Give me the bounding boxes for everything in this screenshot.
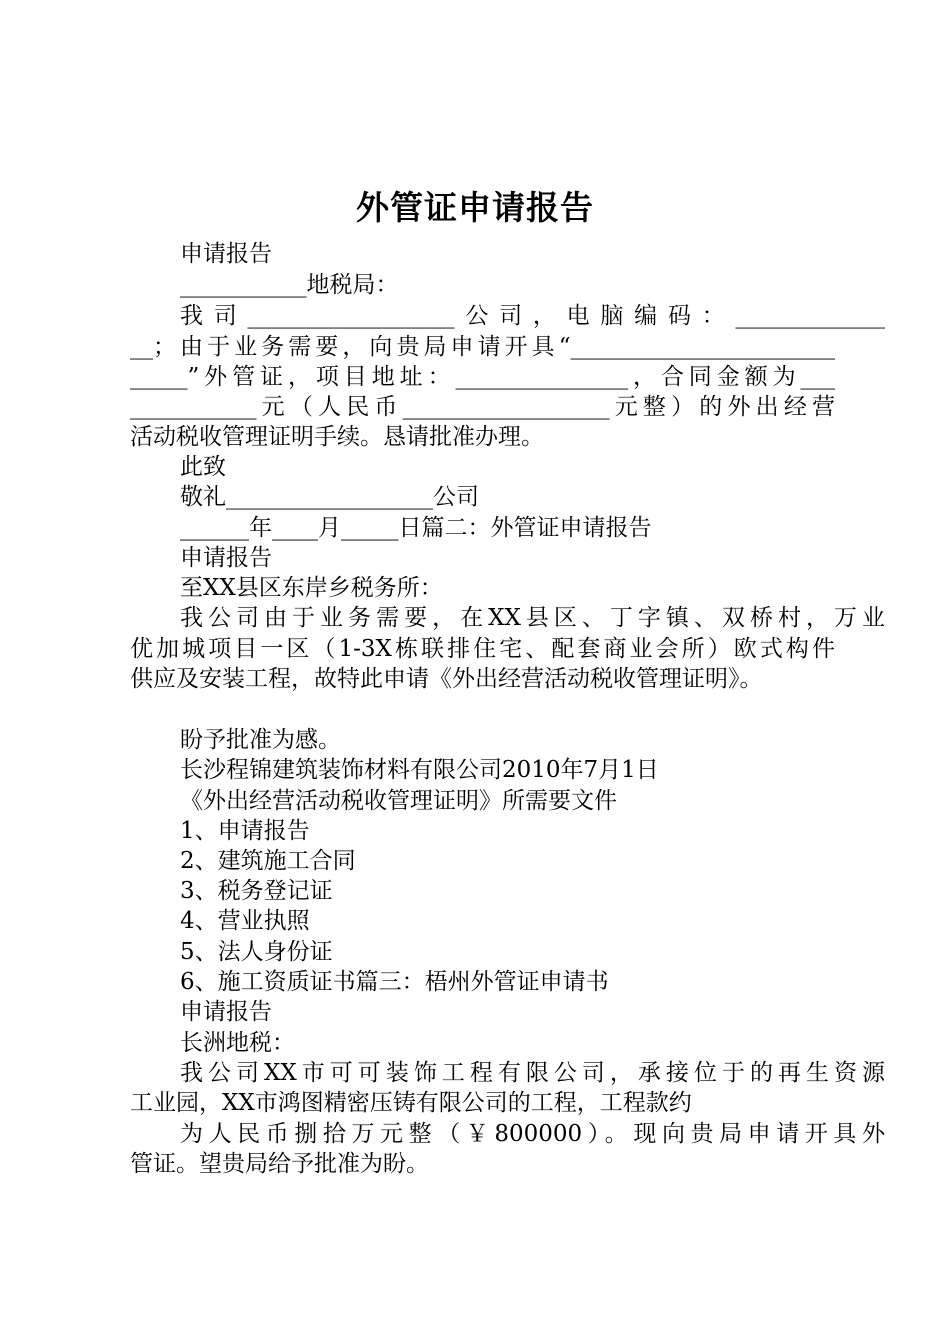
text-line: 敬礼__________________公司 [180,484,479,510]
text-line: 长洲地税： [180,1030,295,1056]
text-line: 供应及安装工程，故特此申请《外出经营活动税收管理证明》。 [130,666,763,692]
text-line: 为人民币捌拾万元整（￥800000）。现向贵局申请开具外 [180,1121,885,1147]
text-line: 《外出经营活动税收管理证明》所需要文件 [180,788,617,814]
text-line: __；由于业务需要，向贵局申请开具“_______________________ [130,334,835,360]
text-line: ______年____月_____日篇二：外管证申请报告 [180,515,652,541]
list-item: 1、申请报告 [180,818,310,844]
text-line: 我公司XX市可可装饰工程有限公司，承接位于的再生资源 [180,1060,885,1086]
text-line: 工业园，XX市鸿图精密压铸有限公司的工程，工程款约 [130,1090,692,1116]
text-line: 申请报告 [180,545,272,571]
text-line: 活动税收管理证明手续。恳请批准办理。 [130,424,544,450]
text-line: ___________元（人民币__________________元整）的外出经营 [130,394,835,420]
text-line: 长沙程锦建筑装饰材料有限公司2010年7月1日 [180,757,659,783]
text-line: 我公司由于业务需要，在XX县区、丁字镇、双桥村，万业 [180,605,885,631]
list-item: 4、营业执照 [180,908,310,934]
list-item: 6、施工资质证书篇三：梧州外管证申请书 [180,969,609,995]
text-line: _____”外管证，项目地址：_______________，合同金额为___ [130,364,835,390]
text-line: 申请报告 [180,241,272,267]
text-line: 申请报告 [180,999,272,1025]
text-line: ___________地税局： [180,272,399,298]
list-item: 2、建筑施工合同 [180,848,356,874]
text-line: 盼予批准为感。 [180,727,341,753]
text-line: 我司__________________公司，电脑编码：_____________ [180,303,885,329]
text-line: 此致 [180,454,226,480]
text-line: 优加城项目一区（1-3X栋联排住宅、配套商业会所）欧式构件 [130,636,835,662]
document-title: 外管证申请报告 [356,188,594,227]
text-line: 管证。望贵局给予批准为盼。 [130,1151,429,1177]
text-line: 至XX县区东岸乡税务所： [180,575,443,601]
list-item: 5、法人身份证 [180,939,333,965]
list-item: 3、税务登记证 [180,878,333,904]
